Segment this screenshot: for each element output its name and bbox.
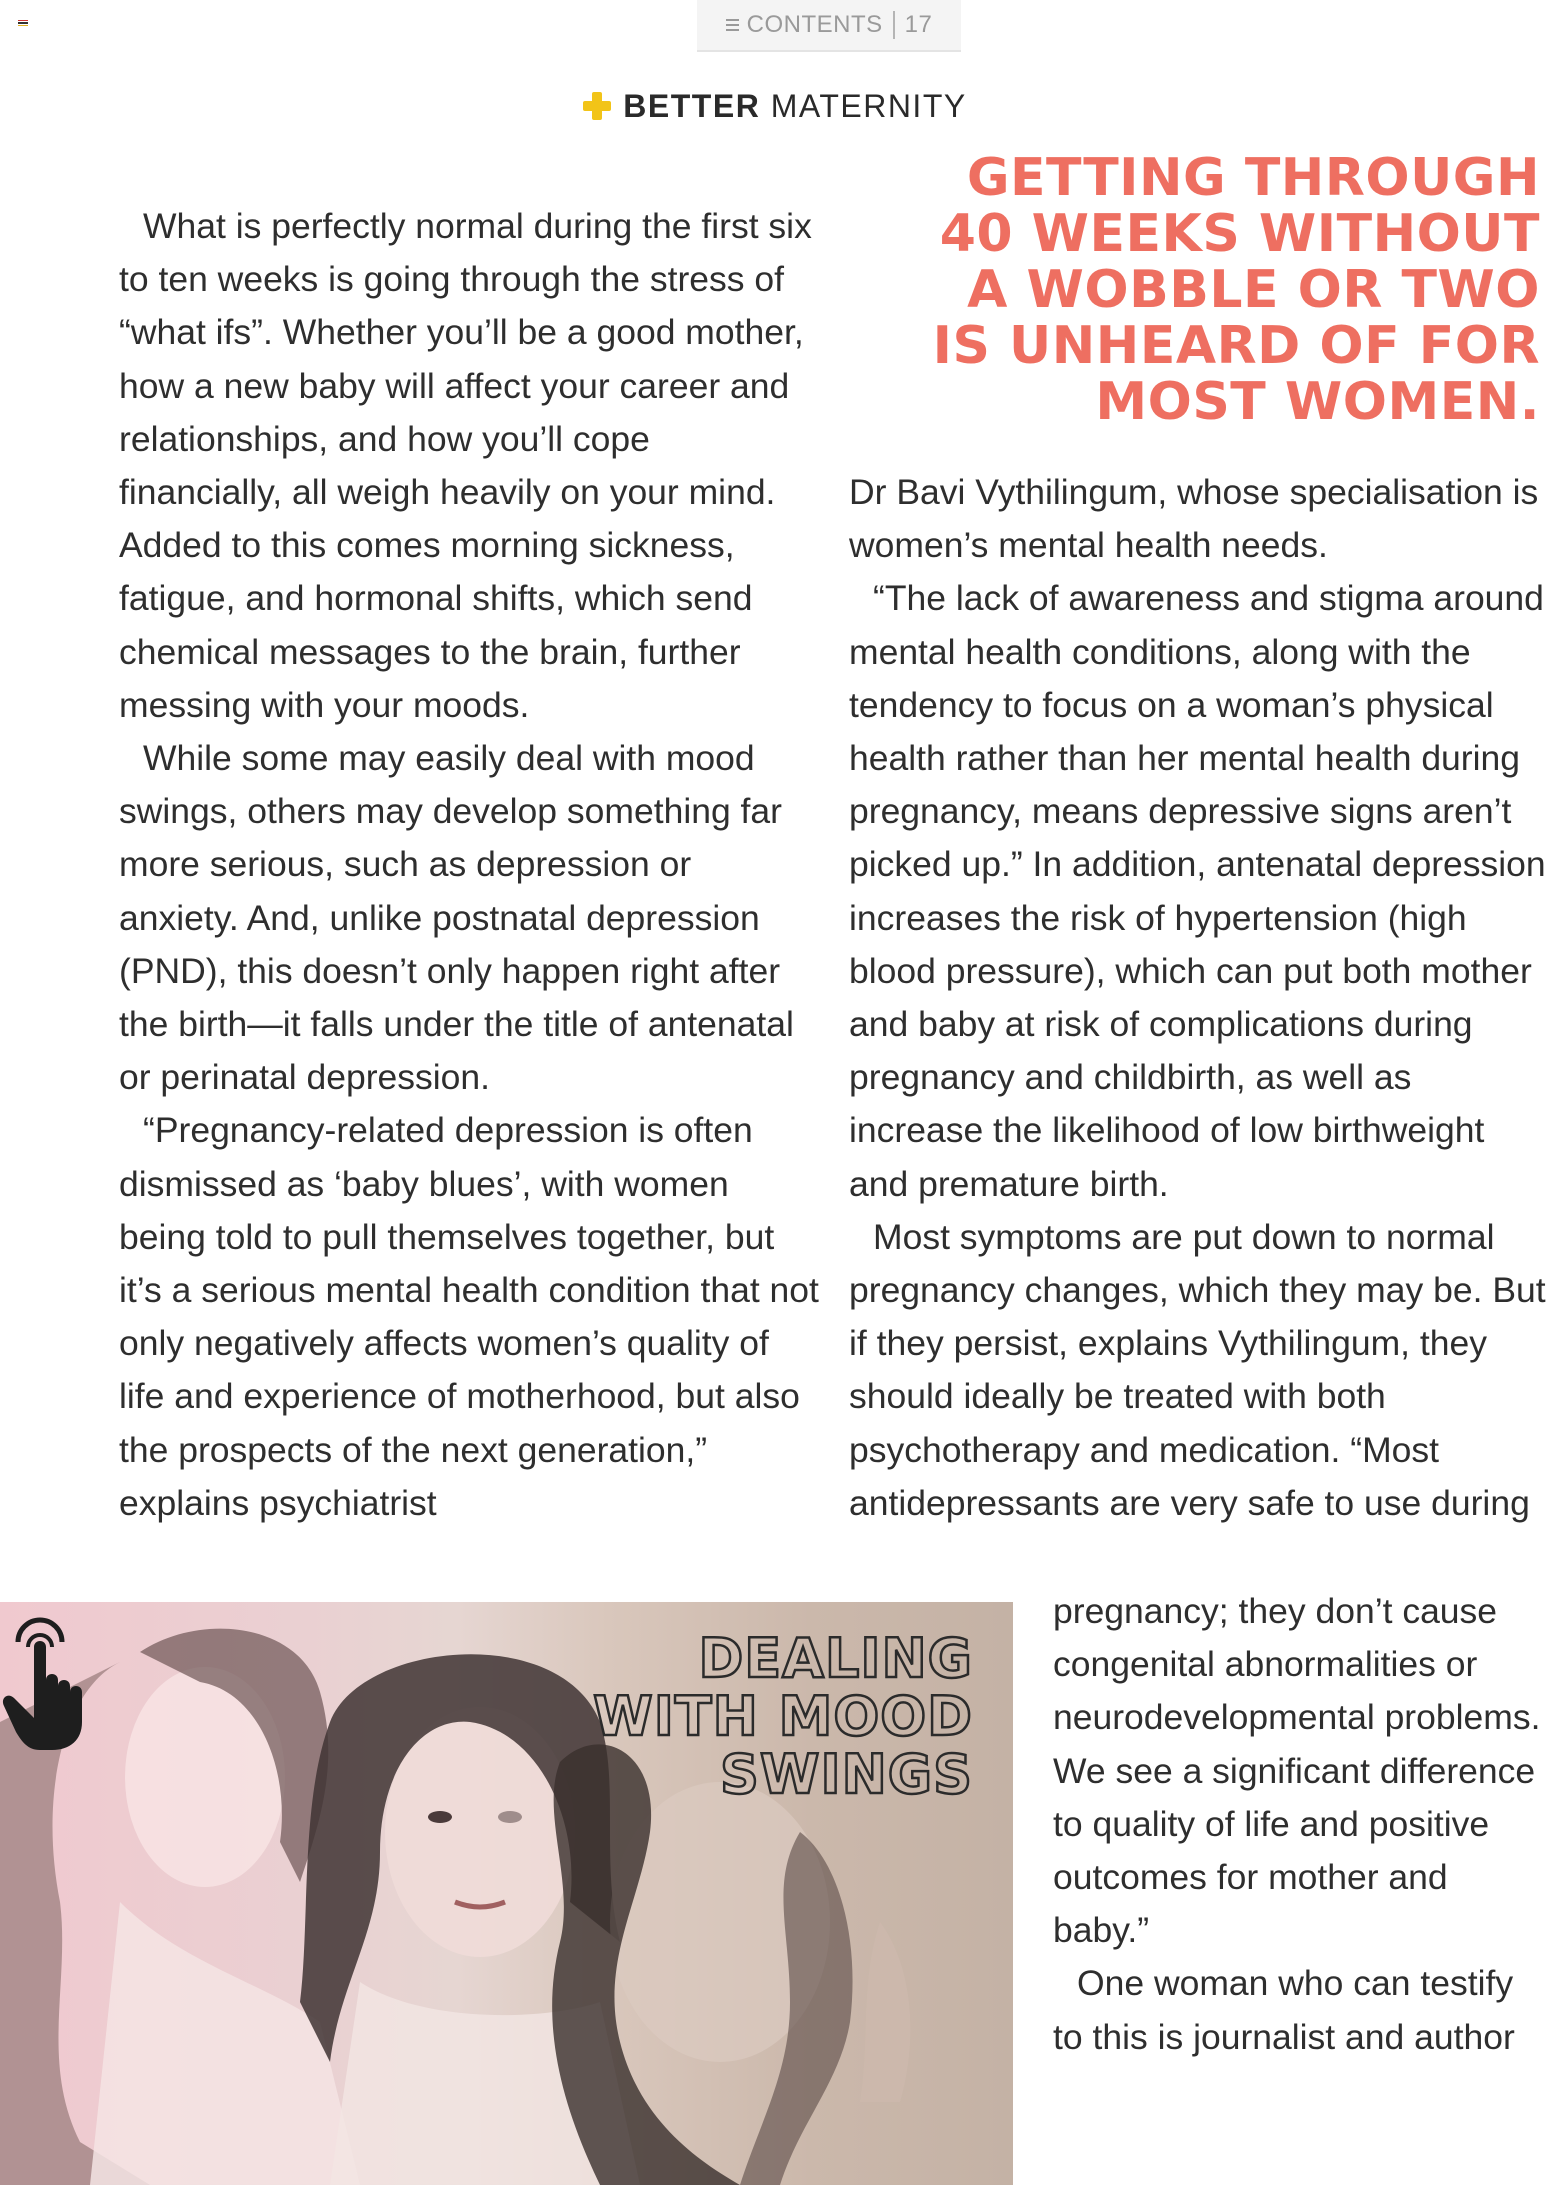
page-number: 17 — [904, 11, 933, 38]
plus-icon — [583, 92, 611, 120]
pull-quote-line: IS UNHEARD OF FOR — [932, 316, 1540, 376]
divider — [893, 11, 895, 39]
paragraph: One woman who can testify to this is journalist and author — [1053, 1963, 1515, 2057]
video-card[interactable] — [0, 1602, 1013, 2185]
section-title-bold: BETTER — [623, 88, 761, 124]
hamburger-icon — [726, 19, 739, 31]
section-title-rest: MATERNITY — [760, 88, 967, 124]
contents-button[interactable] — [697, 0, 961, 52]
article-column-right — [849, 466, 1549, 1530]
video-card-title-line: WITH MOOD — [593, 1685, 973, 1748]
section-header — [0, 88, 1550, 125]
paragraph: Most symptoms are put down to normal pregnancy changes, which they may be. But if they persist, explains Vythilingum, they should ideally be treated with both psychotherapy and medication. “Most antidepressants are very safe to use during — [849, 1216, 1546, 1523]
paragraph: While some may easily deal with mood swings, others may develop something far more serious, such as depression or anxiety. And, unlike postnatal depression (PND), this doesn’t only happen right after the birth—it falls under the title of antenatal or perinatal depression. — [119, 738, 794, 1098]
paragraph: Dr Bavi Vythilingum, whose specialisation is women’s mental health needs. — [849, 472, 1539, 566]
pull-quote-line: MOST WOMEN. — [1095, 372, 1540, 432]
pull-quote-line: 40 WEEKS WITHOUT — [939, 204, 1540, 264]
pull-quote — [780, 150, 1540, 430]
pull-quote-line: GETTING THROUGH — [966, 148, 1540, 208]
paragraph: pregnancy; they don’t cause congenital abnormalities or neurodevelopmental problems. We see a significant difference to quality of life and positive outcomes for mother and baby.” — [1053, 1591, 1541, 1951]
flag-icon — [18, 20, 28, 26]
paragraph: “The lack of awareness and stigma around mental health conditions, along with the tendency to focus on a woman’s physical health rather than her mental health during pregnancy, means depressive signs aren’t picked up.” In addition, antenatal depression increases the risk of hypertension (high blood pressure), which can put both mother and baby at risk of complications during pregnancy and childbirth, as well as increase the likelihood of low birthweight and premature birth. — [849, 578, 1546, 1204]
pointing-hand-icon[interactable] — [0, 1602, 110, 1752]
contents-label: CONTENTS — [746, 11, 883, 38]
paragraph: “Pregnancy-related depression is often dismissed as ‘baby blues’, with women being told to pull themselves together, but it’s a serious mental health condition that not only negatively affects women’s quality of life and experience of motherhood, but also the prospects of the next generation,” explains psychiatrist — [119, 1110, 819, 1523]
video-card-title-line: SWINGS — [720, 1743, 973, 1806]
paragraph: What is perfectly normal during the first six to ten weeks is going through the stress of “what ifs”. Whether you’ll be a good mother, how a new baby will affect your career and relationships, and how you’ll cope financially, all weigh heavily on your mind. Added to this comes morning sickness, fatigue, and hormonal shifts, which send chemical messages to the brain, further messing with your moods. — [119, 206, 812, 725]
video-card-title-line: DEALING — [698, 1627, 973, 1690]
video-card-title — [593, 1627, 973, 1806]
pull-quote-line: A WOBBLE OR TWO — [967, 260, 1540, 320]
article-column-left — [119, 200, 819, 1530]
article-column-bottom — [1053, 1585, 1550, 2064]
